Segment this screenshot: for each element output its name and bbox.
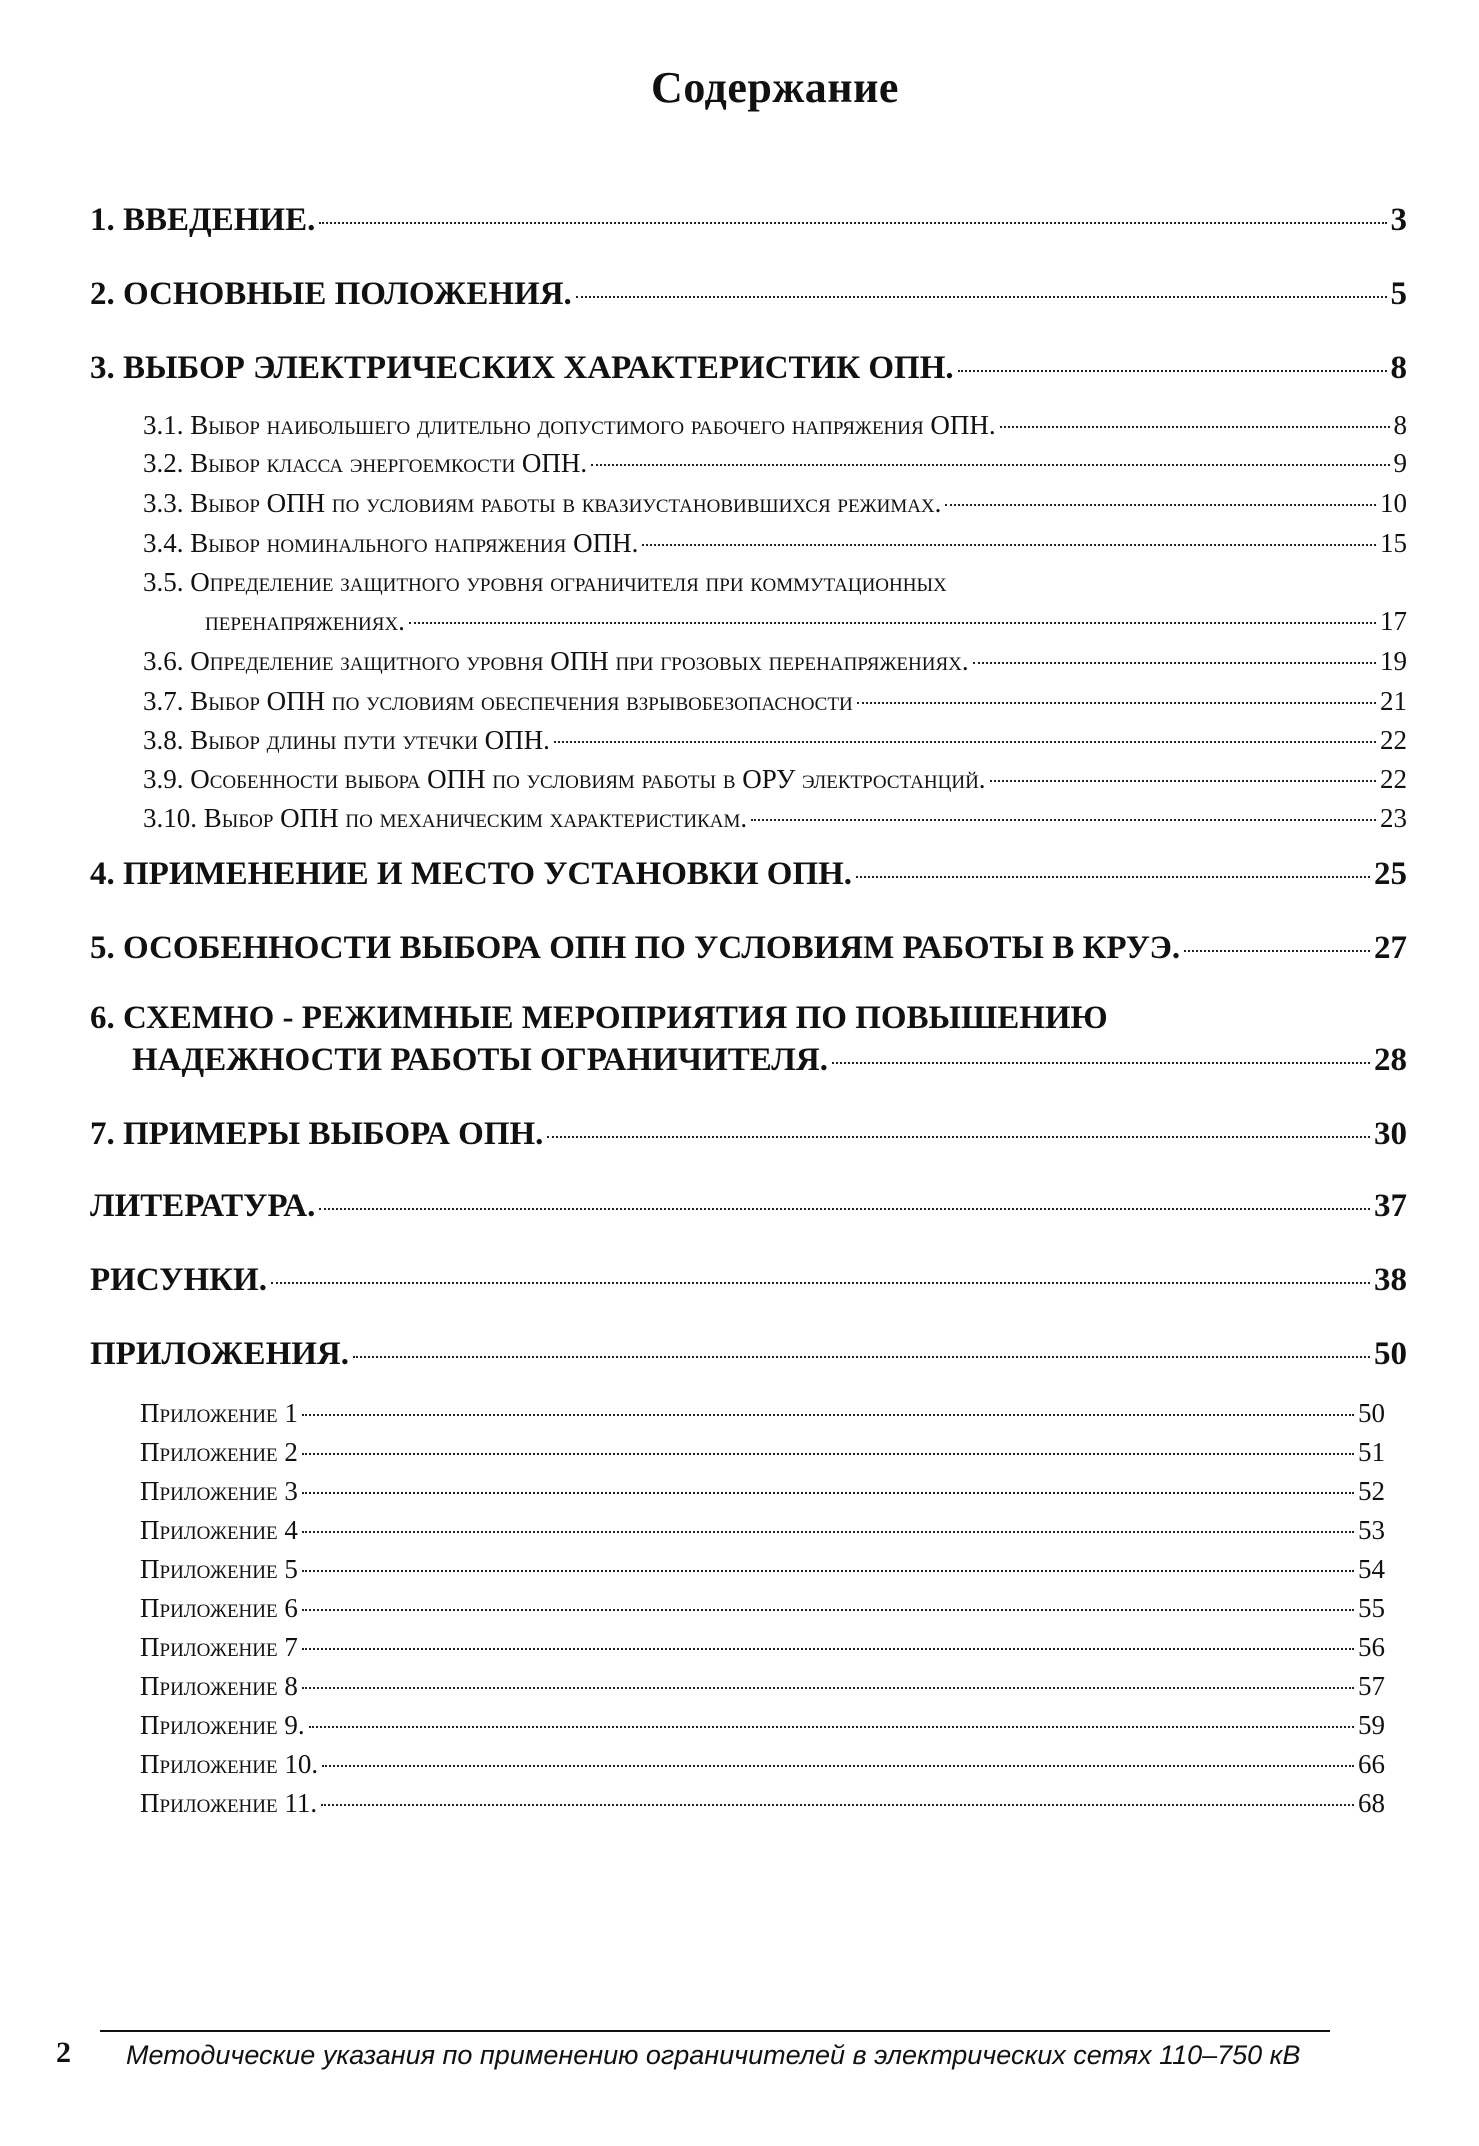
- dot-leader: [591, 464, 1389, 466]
- dot-leader: [409, 622, 1376, 624]
- toc-entry-label: 3.10. Выбор ОПН по механическим характеристикам.: [143, 803, 748, 833]
- toc-entry-label: 3.4. Выбор номинального напряжения ОПН.: [143, 528, 639, 558]
- toc-entry-label: ПРИЛОЖЕНИЯ.: [90, 1336, 349, 1372]
- toc-entry-section-6[interactable]: [132, 1042, 1407, 1079]
- toc-entry-page: 51: [1358, 1437, 1385, 1467]
- toc-entry-appendix-10[interactable]: [140, 1749, 1385, 1780]
- toc-entry-label: Приложение 3: [140, 1476, 298, 1506]
- toc-entry-appendix-2[interactable]: [140, 1437, 1385, 1468]
- toc-entry-subsection-3-4[interactable]: [143, 528, 1407, 559]
- toc-entry-page: 21: [1380, 686, 1407, 716]
- footer-running-title: Методические указания по применению ограничителей в электрических сетях 110–750 кВ: [126, 2040, 1301, 2070]
- toc-entry-page: 25: [1374, 856, 1407, 892]
- toc-entry-label: 1. ВВЕДЕНИЕ.: [90, 202, 316, 238]
- toc-entry-subsection-3-6[interactable]: [143, 646, 1407, 677]
- dot-leader: [547, 1136, 1370, 1138]
- toc-entry-label: Приложение 11.: [140, 1788, 318, 1818]
- toc-entry-page: 66: [1358, 1749, 1385, 1779]
- dot-leader: [302, 1687, 1354, 1689]
- toc-entry-label: 3.1. Выбор наибольшего длительно допустимого рабочего напряжения ОПН.: [143, 410, 996, 440]
- toc-entry-section-7[interactable]: [90, 1116, 1407, 1153]
- toc-entry-label: 7. ПРИМЕРЫ ВЫБОРА ОПН.: [90, 1116, 544, 1152]
- dot-leader: [751, 819, 1376, 821]
- dot-leader: [271, 1282, 1370, 1284]
- toc-entry-page: 56: [1358, 1632, 1385, 1662]
- dot-leader: [857, 702, 1376, 704]
- toc-entry-page: 5: [1390, 276, 1407, 312]
- toc-entry-section-3[interactable]: [90, 350, 1407, 387]
- toc-entry-page: 10: [1380, 488, 1407, 518]
- toc-entry-literature[interactable]: [90, 1188, 1407, 1225]
- toc-entry-appendices[interactable]: [90, 1336, 1407, 1373]
- toc-entry-subsection-3-10[interactable]: [143, 803, 1407, 834]
- toc-entry-subsection-3-9[interactable]: [143, 764, 1407, 795]
- page-title: Содержание: [651, 63, 899, 112]
- dot-leader: [319, 1208, 1370, 1210]
- toc-entry-label: Приложение 2: [140, 1437, 298, 1467]
- dot-leader: [973, 662, 1376, 664]
- toc-entry-appendix-9[interactable]: [140, 1710, 1385, 1741]
- dot-leader: [856, 876, 1370, 878]
- dot-leader: [642, 544, 1376, 546]
- toc-entry-appendix-11[interactable]: [140, 1788, 1385, 1819]
- toc-entry-page: 53: [1358, 1515, 1385, 1545]
- toc-entry-page: 57: [1358, 1671, 1385, 1701]
- toc-entry-label: перенапряжениях.: [205, 606, 405, 636]
- dot-leader: [1184, 950, 1370, 952]
- dot-leader: [832, 1062, 1370, 1064]
- toc-entry-subsection-3-3[interactable]: [143, 488, 1407, 519]
- toc-entry-page: 50: [1358, 1398, 1385, 1428]
- toc-entry-label: Приложение 9.: [140, 1710, 305, 1740]
- dot-leader: [309, 1726, 1354, 1728]
- toc-entry-page: 22: [1380, 764, 1407, 794]
- toc-entry-appendix-3[interactable]: [140, 1476, 1385, 1507]
- toc-entry-subsection-3-2[interactable]: [143, 448, 1407, 479]
- toc-entry-label: НАДЕЖНОСТИ РАБОТЫ ОГРАНИЧИТЕЛЯ.: [132, 1042, 828, 1078]
- toc-entry-label: 3.8. Выбор длины пути утечки ОПН.: [143, 725, 550, 755]
- toc-entry-label: РИСУНКИ.: [90, 1262, 267, 1298]
- toc-entry-appendix-6[interactable]: [140, 1593, 1385, 1624]
- toc-entry-label: 3.6. Определение защитного уровня ОПН при грозовых перенапряжениях.: [143, 646, 969, 676]
- toc-entry-label: ЛИТЕРАТУРА.: [90, 1188, 316, 1224]
- toc-entry-section-4[interactable]: [90, 856, 1407, 893]
- dot-leader: [945, 504, 1376, 506]
- toc-entry-page: 19: [1380, 646, 1407, 676]
- toc-entry-label: Приложение 1: [140, 1398, 298, 1428]
- toc-entry-page: 52: [1358, 1476, 1385, 1506]
- toc-entry-page: 37: [1374, 1188, 1407, 1224]
- toc-entry-label: 3.2. Выбор класса энергоемкости ОПН.: [143, 448, 588, 478]
- toc-entry-page: 55: [1358, 1593, 1385, 1623]
- toc-entry-page: 54: [1358, 1554, 1385, 1584]
- toc-entry-section-5[interactable]: [90, 930, 1407, 967]
- toc-entry-page: 15: [1380, 528, 1407, 558]
- dot-leader: [302, 1648, 1354, 1650]
- toc-entry-subsection-3-8[interactable]: [143, 725, 1407, 756]
- toc-entry-page: 17: [1380, 606, 1407, 636]
- toc-entry-page: 23: [1380, 803, 1407, 833]
- dot-leader: [321, 1804, 1354, 1806]
- toc-entry-page: 28: [1374, 1042, 1407, 1078]
- toc-entry-page: 27: [1374, 930, 1407, 966]
- dot-leader: [353, 1356, 1370, 1358]
- toc-entry-section-6-line1[interactable]: 6. СХЕМНО - РЕЖИМНЫЕ МЕРОПРИЯТИЯ ПО ПОВЫШЕНИЮ: [90, 1000, 1108, 1036]
- toc-entry-label: 3. ВЫБОР ЭЛЕКТРИЧЕСКИХ ХАРАКТЕРИСТИК ОПН.: [90, 350, 954, 386]
- toc-entry-label: Приложение 4: [140, 1515, 298, 1545]
- toc-entry-page: 38: [1374, 1262, 1407, 1298]
- toc-entry-subsection-3-5-line1[interactable]: 3.5. Определение защитного уровня ограничителя при коммутационных: [143, 567, 947, 597]
- toc-entry-label: 2. ОСНОВНЫЕ ПОЛОЖЕНИЯ.: [90, 276, 572, 312]
- toc-entry-page: 8: [1393, 410, 1407, 440]
- toc-entry-appendix-7[interactable]: [140, 1632, 1385, 1663]
- dot-leader: [958, 370, 1387, 372]
- toc-entry-page: 30: [1374, 1116, 1407, 1152]
- toc-entry-label: 3.9. Особенности выбора ОПН по условиям работы в ОРУ электростанций.: [143, 764, 986, 794]
- toc-entry-appendix-8[interactable]: [140, 1671, 1385, 1702]
- dot-leader: [302, 1492, 1354, 1494]
- toc-entry-page: 3: [1390, 202, 1407, 238]
- dot-leader: [302, 1531, 1354, 1533]
- toc-entry-subsection-3-1[interactable]: [143, 410, 1407, 441]
- dot-leader: [302, 1609, 1354, 1611]
- toc-entry-label: 3.7. Выбор ОПН по условиям обеспечения взрывобезопасности: [143, 686, 853, 716]
- dot-leader: [322, 1765, 1354, 1767]
- dot-leader: [302, 1453, 1354, 1455]
- toc-entry-label: Приложение 6: [140, 1593, 298, 1623]
- toc-entry-page: 50: [1374, 1336, 1407, 1372]
- dot-leader: [990, 780, 1376, 782]
- toc-entry-label: 5. ОСОБЕННОСТИ ВЫБОРА ОПН ПО УСЛОВИЯМ РАБОТЫ В КРУЭ.: [90, 930, 1181, 966]
- toc-entry-label: Приложение 10.: [140, 1749, 319, 1779]
- dot-leader: [554, 741, 1376, 743]
- toc-entry-page: 22: [1380, 725, 1407, 755]
- dot-leader: [319, 222, 1386, 224]
- toc-entry-label: 4. ПРИМЕНЕНИЕ И МЕСТО УСТАНОВКИ ОПН.: [90, 856, 853, 892]
- toc-entry-figures[interactable]: [90, 1262, 1407, 1299]
- toc-entry-page: 9: [1393, 448, 1407, 478]
- toc-entry-page: 59: [1358, 1710, 1385, 1740]
- toc-entry-label: Приложение 5: [140, 1554, 298, 1584]
- toc-entry-appendix-1[interactable]: [140, 1398, 1385, 1429]
- toc-entry-appendix-5[interactable]: [140, 1554, 1385, 1585]
- toc-entry-page: 68: [1358, 1788, 1385, 1818]
- dot-leader: [1000, 426, 1390, 428]
- dot-leader: [576, 296, 1387, 298]
- toc-entry-appendix-4[interactable]: [140, 1515, 1385, 1546]
- dot-leader: [302, 1414, 1354, 1416]
- toc-entry-label: Приложение 8: [140, 1671, 298, 1701]
- dot-leader: [302, 1570, 1354, 1572]
- footer-page-number: 2: [56, 2036, 71, 2069]
- toc-entry-section-2[interactable]: [90, 276, 1407, 313]
- toc-entry-section-1[interactable]: [90, 202, 1407, 239]
- toc-entry-page: 8: [1390, 350, 1407, 386]
- footer-divider: [100, 2030, 1330, 2032]
- toc-entry-subsection-3-5[interactable]: [205, 606, 1407, 637]
- toc-entry-label: Приложение 7: [140, 1632, 298, 1662]
- toc-entry-label: 3.3. Выбор ОПН по условиям работы в квазиустановившихся режимах.: [143, 488, 942, 518]
- toc-entry-subsection-3-7[interactable]: [143, 686, 1407, 717]
